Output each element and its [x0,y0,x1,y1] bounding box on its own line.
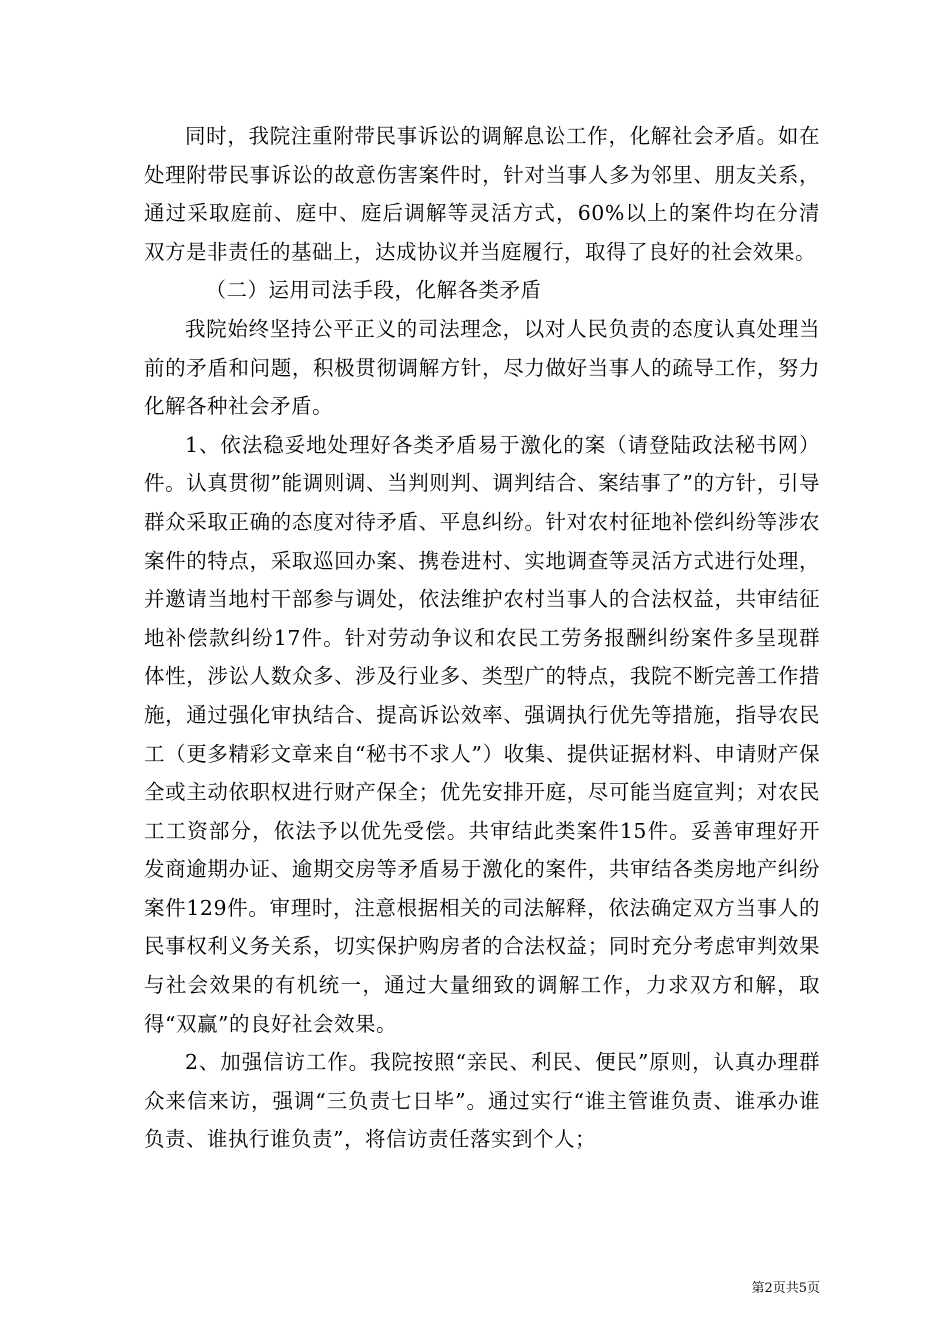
paragraph-item-1: 1、依法稳妥地处理好各类矛盾易于激化的案（请登陆政法秘书网）件。认真贯彻”能调则调、当判则判、调判结合、案结事了”的方针，引导群众采取正确的态度对待矛盾、平息纠纷。针对农村征地补偿纠纷等涉农案件的特点，采取巡回办案、携卷进村、实地调查等灵活方式进行处理，并邀请当地村干部参与调处，依法维护农村当事人的合法权益，共审结征地补偿款纠纷17件。针对劳动争议和农民工劳务报酬纠纷案件多呈现群体性，涉讼人数众多、涉及行业多、类型广的特点，我院不断完善工作措施，通过强化审执结合、提高诉讼效率、强调执行优先等措施，指导农民工（更多精彩文章来自“秘书不求人”）收集、提供证据材料、申请财产保全或主动依职权进行财产保全；优先安排开庭，尽可能当庭宣判；对农民工工资部分，依法予以优先受偿。共审结此类案件15件。妥善审理好开发商逾期办证、逾期交房等矛盾易于激化的案件，共审结各类房地产纠纷案件129件。审理时，注意根据相关的司法解释，依法确定双方当事人的民事权利义务关系，切实保护购房者的合法权益；同时充分考虑审判效果与社会效果的有机统一，通过大量细致的调解工作，力求双方和解，取得“双赢”的良好社会效果。 [144,432,820,1036]
paragraph-mediation: 同时，我院注重附带民事诉讼的调解息讼工作，化解社会矛盾。如在处理附带民事诉讼的故意伤害案件时，针对当事人多为邻里、朋友关系，通过采取庭前、庭中、庭后调解等灵活方式，60%以上的案件均在分清双方是非责任的基础上，达成协议并当庭履行，取得了良好的社会效果。 [144,124,820,264]
section-heading: （二）运用司法手段，化解各类矛盾 [205,278,542,303]
document-body [144,117,820,1159]
paragraph-item-2: 2、加强信访工作。我院按照“亲民、利民、便民”原则，认真办理群众来信来访，强调“三负责七日毕”。通过实行“谁主管谁负责、谁承办谁负责、谁执行谁负责”，将信访责任落实到个人； [144,1050,820,1152]
page-number: 第2页共5页 [751,1281,820,1296]
paragraph-judicial-philosophy: 我院始终坚持公平正义的司法理念，以对人民负责的态度认真处理当前的矛盾和问题，积极贯彻调解方针，尽力做好当事人的疏导工作，努力化解各种社会矛盾。 [144,316,820,419]
